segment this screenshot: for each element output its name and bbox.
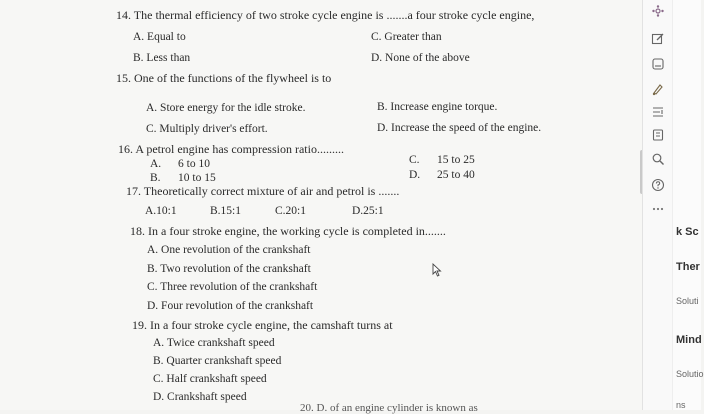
q14-option-b: B. Less than (133, 52, 191, 64)
q19-option-c: C. Half crankshaft speed (153, 373, 267, 385)
extension-icon[interactable] (648, 2, 668, 20)
book-icon[interactable] (648, 126, 668, 144)
q16-option-d: 25 to 40 (437, 169, 475, 181)
q18-option-c: C. Three revolution of the crankshaft (147, 281, 318, 293)
q19-option-a: A. Twice crankshaft speed (153, 337, 275, 349)
q18-option-b: B. Two revolution of the crankshaft (147, 263, 311, 275)
q16-option-c: 15 to 25 (437, 154, 475, 166)
question-18: 18. In a four stroke engine, the working cycle is completed in....... (130, 224, 446, 238)
help-icon[interactable] (648, 176, 668, 194)
q17-option-b: B.15:1 (210, 205, 241, 217)
q14-option-d: D. None of the above (371, 52, 470, 64)
q14-option-c: C. Greater than (371, 31, 442, 43)
text-wrap-icon[interactable] (648, 103, 668, 121)
side-text-3: Soluti (676, 296, 699, 306)
mouse-cursor-icon (432, 263, 442, 277)
side-text-4: Mind (676, 334, 702, 346)
q16-option-a-letter: A. (150, 158, 162, 170)
q16-option-a: 6 to 10 (178, 158, 210, 170)
question-16: 16. A petrol engine has compression ratio......... (118, 142, 344, 156)
q18-option-d: D. Four revolution of the crankshaft (147, 300, 314, 312)
search-icon[interactable] (648, 150, 668, 168)
q16-option-b-letter: B. (150, 172, 161, 184)
side-text-5: Solutio (676, 369, 704, 379)
question-19: 19. In a four stroke cycle engine, the camshaft turns at (132, 318, 393, 332)
q17-option-d: D.25:1 (352, 205, 384, 217)
q15-option-c: C. Multiply driver's effort. (146, 123, 268, 135)
question-15: 15. One of the functions of the flywheel is to (116, 71, 332, 85)
paint-icon[interactable] (648, 80, 668, 98)
q15-option-a: A. Store energy for the idle stroke. (146, 102, 306, 114)
more-icon[interactable] (648, 200, 668, 218)
side-panel (672, 0, 704, 410)
edit-icon[interactable] (648, 30, 668, 48)
q14-option-a: A. Equal to (133, 31, 186, 43)
q17-option-c: C.20:1 (275, 205, 306, 217)
q16-option-c-letter: C. (409, 154, 420, 166)
question-17: 17. Theoretically correct mixture of air and petrol is ....... (126, 184, 400, 198)
side-text-1: k Sc (676, 226, 699, 238)
side-text-6: ns (676, 400, 686, 410)
q18-option-a: A. One revolution of the crankshaft (147, 244, 311, 256)
q15-option-d: D. Increase the speed of the engine. (377, 122, 542, 134)
clip-icon[interactable] (648, 55, 668, 73)
q16-option-d-letter: D. (409, 169, 421, 181)
q16-option-b: 10 to 15 (178, 172, 216, 184)
side-text-2: Ther (676, 261, 700, 273)
q15-option-b: B. Increase engine torque. (377, 101, 498, 113)
right-toolbar (642, 0, 673, 410)
question-14: 14. The thermal efficiency of two stroke cycle engine is .......a four stroke cycle engine, (116, 8, 535, 22)
q19-option-b: B. Quarter crankshaft speed (153, 355, 282, 367)
question-20-cut-off: 20. D. of an engine cylinder is known as (300, 402, 478, 414)
q19-option-d: D. Crankshaft speed (153, 391, 247, 403)
q17-option-a: A.10:1 (145, 205, 177, 217)
